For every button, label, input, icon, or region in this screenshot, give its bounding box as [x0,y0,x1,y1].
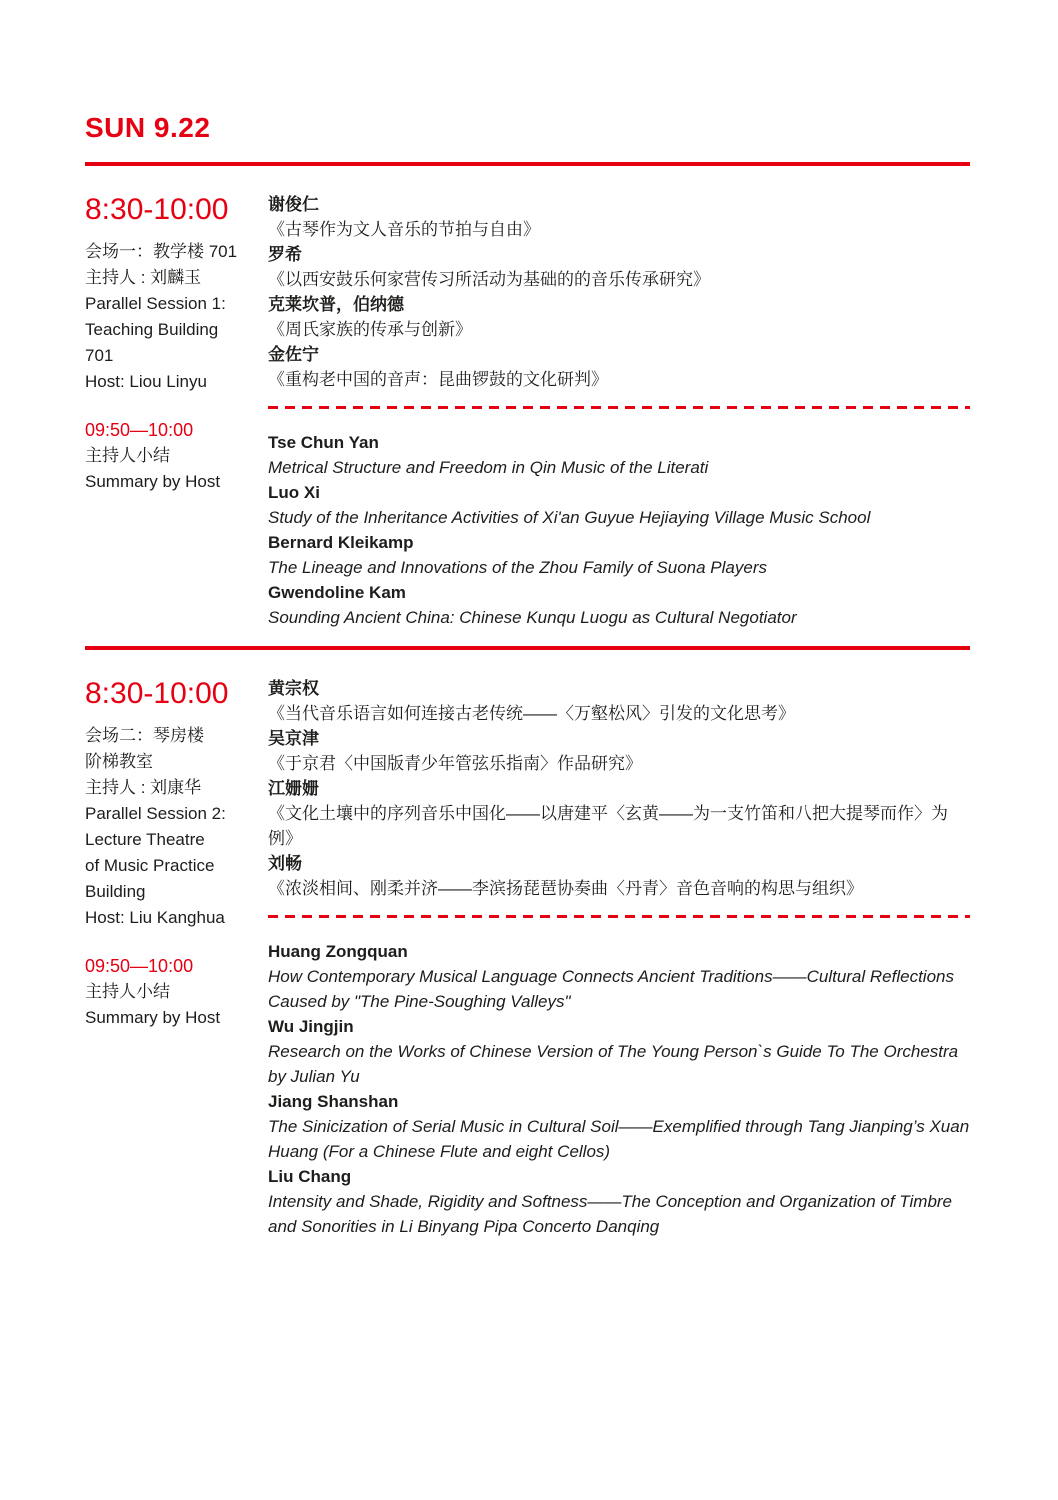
paper-author: 吴京津 [268,728,319,748]
paper-entry [268,480,970,530]
paper-title: Study of the Inheritance Activities of Xi'an Guyue Hejiaying Village Music School [268,507,871,527]
venue-line: 701 [85,345,114,365]
paper-author: Jiang Shanshan [268,1091,399,1111]
paper-author: Wu Jingjin [268,1016,354,1036]
paper-author: Bernard Kleikamp [268,532,414,552]
paper-title: Sounding Ancient China: Chinese Kunqu Luogu as Cultural Negotiator [268,607,797,627]
session-1-info [85,192,268,630]
paper-author: 谢俊仁 [268,194,319,214]
venue-line: 会场一：教学楼 701 [85,241,238,261]
paper-title: How Contemporary Musical Language Connects Ancient Traditions——Cultural Reflections Caused by "The Pine-Soughing Valleys" [268,966,954,1011]
paper-author: Luo Xi [268,482,320,502]
paper-title: 《以西安鼓乐何家营传习所活动为基础的的音乐传承研究》 [268,269,710,289]
paper-title: Intensity and Shade, Rigidity and Softness——The Conception and Organization of Timbre and Sonorities in Li Binyang Pipa Concerto Danqing [268,1191,953,1236]
paper-author: 克莱坎普，伯纳德 [268,294,404,314]
paper-entry [268,530,970,580]
paper-entry [268,1089,970,1164]
paper-entry [268,851,970,901]
paper-author: 金佐宁 [268,344,319,364]
venue-line: Lecture Theatre [85,829,205,849]
papers-zh [268,192,970,392]
dashed-divider [268,915,970,918]
paper-title: 《浓淡相间、刚柔并济——李滨扬琵琶协奏曲〈丹青〉音色音响的构思与组织》 [268,878,863,898]
venue-line: Host: Liu Kanghua [85,907,225,927]
paper-entry [268,580,970,630]
paper-title: 《重构老中国的音声：昆曲锣鼓的文化研判》 [268,369,608,389]
venue-line: Host: Liou Linyu [85,371,207,391]
venue-line: Parallel Session 2: [85,803,226,823]
paper-entry [268,192,970,242]
paper-entry [268,242,970,292]
paper-entry [268,342,970,392]
paper-entry [268,676,970,726]
paper-title: 《当代音乐语言如何连接古老传统——〈万壑松风〉引发的文化思考》 [268,703,795,723]
venue-line: 主持人 : 刘康华 [85,777,202,797]
venue-line: 会场二：琴房楼 [85,725,204,745]
paper-entry [268,1164,970,1239]
paper-entry [268,1014,970,1089]
session-2 [85,650,970,1255]
paper-entry [268,430,970,480]
summary-label-zh: 主持人小结 [85,981,170,1001]
paper-author: 刘畅 [268,853,302,873]
paper-title: 《于京君〈中国版青少年管弦乐指南〉作品研究》 [268,753,642,773]
paper-entry [268,776,970,851]
paper-author: 江姗姗 [268,778,319,798]
paper-author: Tse Chun Yan [268,432,379,452]
paper-author: 罗希 [268,244,302,264]
session-2-info [85,676,268,1239]
paper-title: Research on the Works of Chinese Version of The Young Person`s Guide To The Orchestra by Julian Yu [268,1041,959,1086]
venue-line: of Music Practice [85,855,215,875]
summary-block [85,417,268,495]
session-venue [85,723,268,931]
venue-line: 阶梯教室 [85,751,153,771]
paper-entry [268,726,970,776]
venue-line: Parallel Session 1: [85,293,226,313]
papers-en [268,939,970,1239]
paper-title: The Sinicization of Serial Music in Cultural Soil——Exemplified through Tang Jianping’s Xuan Huang (For a Chinese Flute and eight Cellos) [268,1116,970,1161]
summary-time: 09:50—10:00 [85,955,194,976]
page-title: SUN 9.22 [85,112,211,143]
session-venue [85,239,268,395]
papers-zh [268,676,970,901]
paper-author: Gwendoline Kam [268,582,406,602]
paper-author: 黄宗权 [268,678,319,698]
venue-line: Building [85,881,146,901]
summary-label-zh: 主持人小结 [85,445,170,465]
papers-en [268,430,970,630]
session-1-papers [268,192,970,630]
paper-title: Metrical Structure and Freedom in Qin Music of the Literati [268,457,709,477]
venue-line: 主持人 : 刘麟玉 [85,267,202,287]
paper-title: The Lineage and Innovations of the Zhou Family of Suona Players [268,557,767,577]
paper-entry [268,292,970,342]
session-1 [85,166,970,646]
dashed-divider [268,406,970,409]
summary-time: 09:50—10:00 [85,419,194,440]
paper-title: 《周氏家族的传承与创新》 [268,319,472,339]
paper-author: Liu Chang [268,1166,352,1186]
summary-label-en: Summary by Host [85,1007,221,1027]
summary-label-en: Summary by Host [85,471,221,491]
session-time: 8:30-10:00 [85,192,229,226]
paper-title: 《古琴作为文人音乐的节拍与自由》 [268,219,540,239]
summary-block [85,953,268,1031]
paper-title: 《文化土壤中的序列音乐中国化——以唐建平〈玄黄——为一支竹笛和八把大提琴而作〉为例》 [268,803,948,848]
paper-entry [268,939,970,1014]
session-2-papers [268,676,970,1239]
venue-line: Teaching Building [85,319,219,339]
session-time: 8:30-10:00 [85,676,229,710]
paper-author: Huang Zongquan [268,941,408,961]
